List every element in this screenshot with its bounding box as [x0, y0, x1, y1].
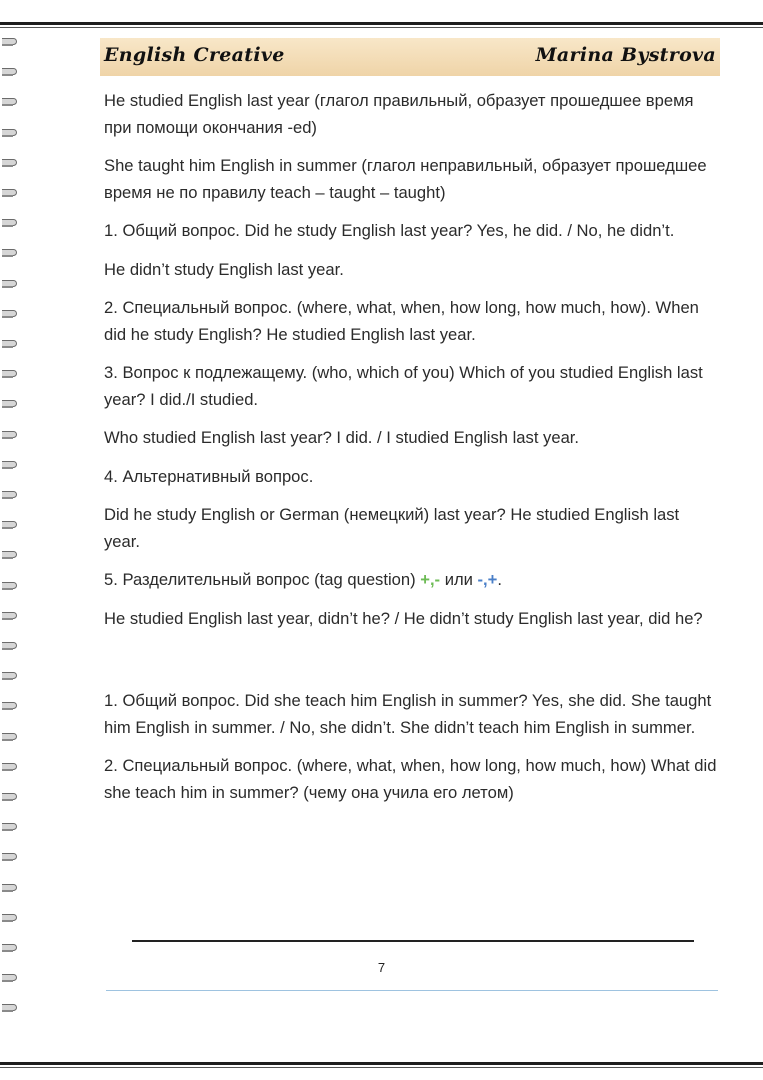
page-header [100, 38, 720, 76]
top-rule-thin [0, 27, 763, 28]
paragraph: Who studied English last year? I did. / I studied English last year. [104, 428, 580, 447]
paragraph: He didn’t study English last year. [104, 259, 344, 279]
binding-coil [2, 700, 18, 712]
binding-coil [2, 96, 18, 108]
paragraph: He studied English last year, didn’t he? / He didn’t study English last year, did he? [104, 608, 703, 628]
binding-coil [2, 247, 18, 259]
paragraph: 2. Специальный вопрос. (where, what, when, how long, how much, how) What did she teach him in summer? (чему она учила его летом) [104, 756, 717, 802]
binding-coil [2, 187, 18, 199]
binding-coil [2, 338, 18, 350]
paragraph: He studied English last year (глагол правильный, образует прошедшее время при помощи окончания -ed) [104, 91, 694, 137]
tag-prefix: 5. Разделительный вопрос (tag question) [104, 570, 421, 589]
binding-coil [2, 761, 18, 773]
binding-coil [2, 36, 18, 48]
binding-coil [2, 308, 18, 320]
top-rule [0, 22, 763, 25]
paragraph: 1. Общий вопрос. Did he study English last year? Yes, he did. / No, he didn’t. [104, 221, 675, 240]
binding-coil [2, 580, 18, 592]
binding-coil [2, 670, 18, 682]
footer-thin-rule [106, 990, 718, 991]
binding-coil [2, 368, 18, 380]
binding-coil [2, 942, 18, 954]
binding-coil [2, 851, 18, 863]
binding-coil [2, 127, 18, 139]
binding-coil [2, 459, 18, 471]
binding-coil [2, 66, 18, 78]
paragraph: 1. Общий вопрос. Did she teach him English in summer? Yes, she did. She taught him English in summer. / No, she didn’t. She didn’t teach him English in summer. [104, 691, 712, 737]
binding-coil [2, 610, 18, 622]
binding-coil [2, 640, 18, 652]
page-content [104, 88, 719, 818]
spiral-binding [0, 36, 24, 1036]
page-number: 7 [377, 960, 386, 975]
binding-coil [2, 549, 18, 561]
paragraph: She taught him English in summer (глагол неправильный, образует прошедшее время не по правилу teach – taught – taught) [104, 156, 707, 202]
binding-coil [2, 489, 18, 501]
binding-coil [2, 1002, 18, 1014]
header-author: Marina Bystrova [535, 44, 716, 66]
binding-coil [2, 519, 18, 531]
tag-question-line [104, 567, 719, 594]
binding-coil [2, 731, 18, 743]
paragraph: 2. Специальный вопрос. (where, what, when, how long, how much, how). When did he study English? He studied English last year. [104, 298, 699, 344]
binding-coil [2, 278, 18, 290]
footer-rule [132, 940, 694, 942]
minus-plus-marker: -,+ [477, 570, 498, 589]
section-gap [104, 644, 719, 688]
paragraph: 4. Альтернативный вопрос. [104, 466, 314, 486]
plus-minus-marker: +,- [420, 570, 441, 589]
paragraph: Did he study English or German (немецкий) last year? He studied English last year. [104, 505, 680, 551]
paragraph: 3. Вопрос к подлежащему. (who, which of you) Which of you studied English last year? I did./I studied. [104, 363, 703, 409]
header-title: English Creative [104, 44, 285, 66]
binding-coil [2, 791, 18, 803]
binding-coil [2, 429, 18, 441]
bottom-rule [0, 1062, 763, 1065]
binding-coil [2, 217, 18, 229]
bottom-rule-thin [0, 1067, 763, 1068]
binding-coil [2, 821, 18, 833]
binding-coil [2, 882, 18, 894]
binding-coil [2, 398, 18, 410]
tag-suffix: . [497, 570, 502, 589]
binding-coil [2, 912, 18, 924]
binding-coil [2, 157, 18, 169]
tag-middle: или [440, 570, 478, 589]
